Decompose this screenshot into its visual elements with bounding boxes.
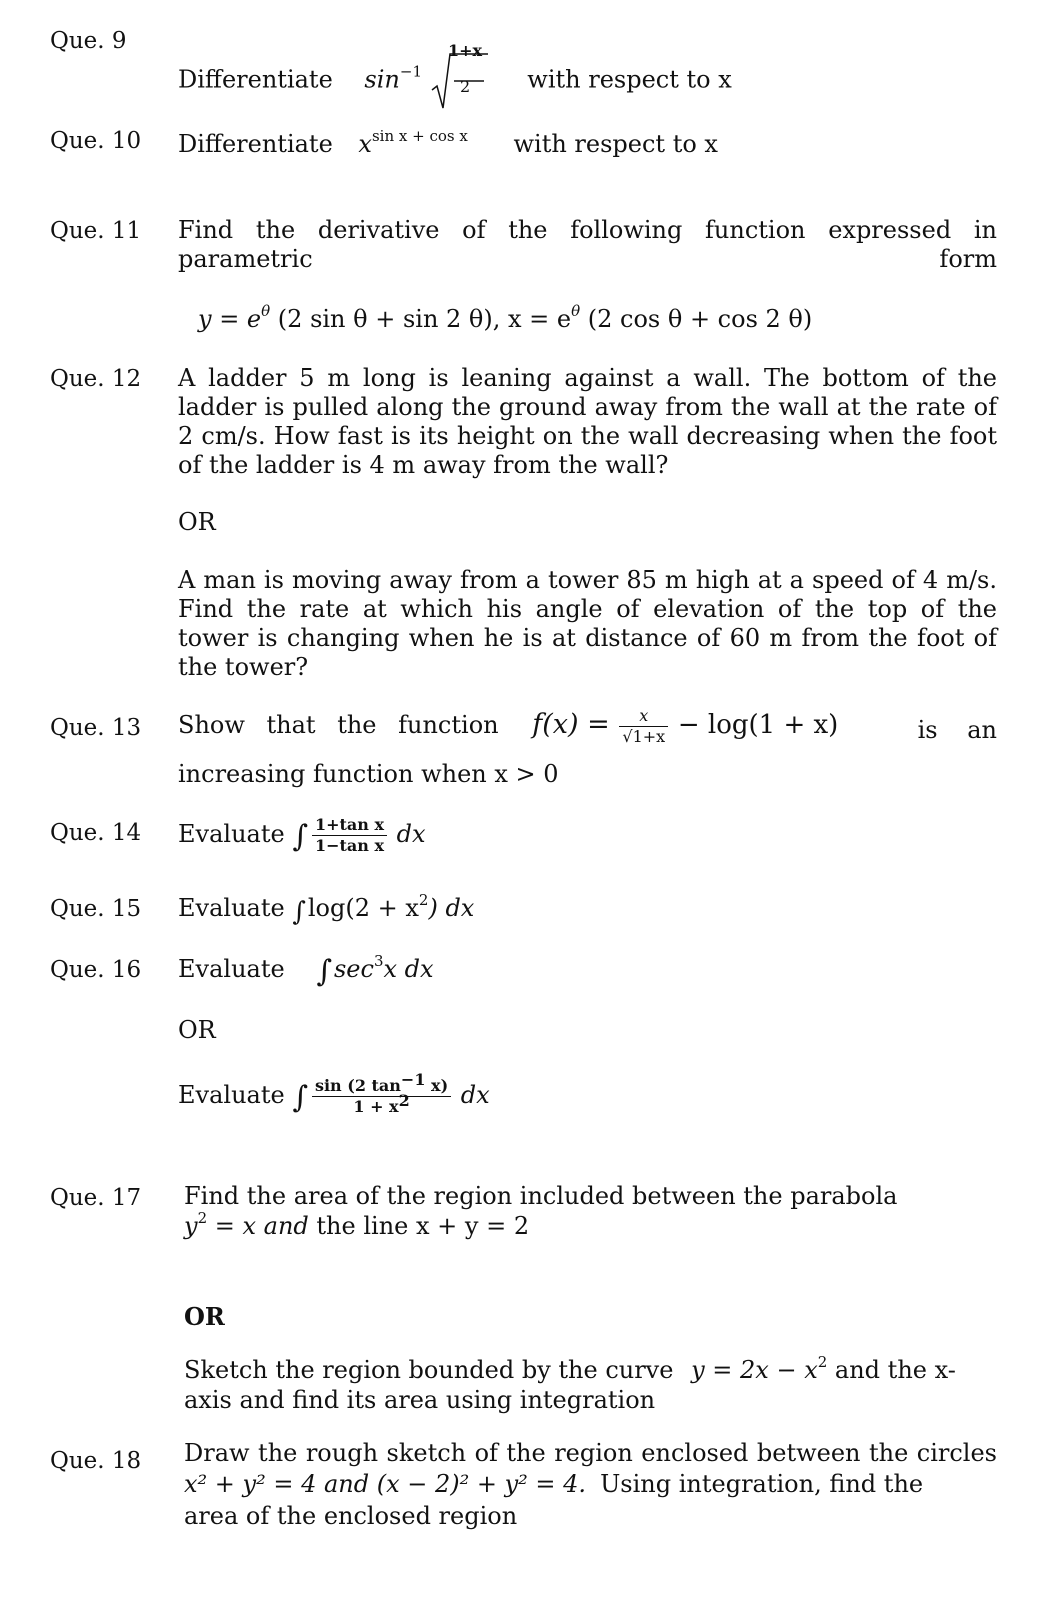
- integral-symbol: ∫: [316, 954, 332, 989]
- question-label-13: Que. 13: [50, 715, 142, 741]
- integral-symbol: ∫: [292, 897, 306, 927]
- den: 1−tan x: [314, 836, 385, 855]
- rest: − log(1 + x): [677, 710, 839, 740]
- numclose: x): [425, 1076, 449, 1095]
- question-18-line2: [184, 1470, 997, 1499]
- numsup: −1: [400, 1070, 426, 1089]
- tail: with respect to x: [513, 130, 718, 158]
- question-13-line2: increasing function when x > 0: [178, 760, 559, 788]
- sup: sin x + cos x: [371, 127, 468, 145]
- frac-num: 1+x: [448, 41, 483, 60]
- expr: sec: [333, 955, 374, 983]
- fraction: [312, 815, 387, 856]
- eq-a: (2 sin θ + sin 2 θ), x = e: [270, 305, 572, 333]
- question-12-text: A ladder 5 m long is leaning against a wall. The bottom of the ladder is pulled along the ground away from the wall at the rate of 2 cm/s. How fast is its height on the wall decreasing when the foot of the ladder is 4 m away from the wall?: [178, 364, 997, 479]
- sq: 2: [418, 891, 429, 909]
- question-18-text: Draw the rough sketch of the region enclosed between the circles: [184, 1439, 997, 1467]
- or-17: OR: [184, 1302, 225, 1331]
- lead: Evaluate: [178, 820, 285, 848]
- alt1: Sketch the region bounded by the curve: [184, 1356, 674, 1384]
- question-12-alt: A man is moving away from a tower 85 m high at a speed of 4 m/s. Find the rate at which his angle of elevation of the top of the tower is changing when he is at distance of 60 m from the foot of the tower?: [178, 566, 997, 681]
- question-13-line1: [178, 706, 997, 756]
- dx: dx: [460, 1081, 490, 1109]
- question-label-15: Que. 15: [50, 896, 142, 922]
- dx: dx: [396, 820, 426, 848]
- alt-sq: 2: [817, 1353, 828, 1371]
- sup: −1: [399, 62, 422, 81]
- question-18-line3: area of the enclosed region: [184, 1502, 518, 1530]
- question-label-16: Que. 16: [50, 957, 142, 983]
- tail: x dx: [383, 955, 434, 983]
- theta: θ: [571, 302, 581, 320]
- densup: 2: [398, 1091, 410, 1110]
- integral-symbol: ∫: [292, 1080, 308, 1115]
- question-label-18: Que. 18: [50, 1448, 142, 1474]
- alt2: and the x-: [827, 1356, 956, 1384]
- lead: Evaluate: [178, 894, 285, 922]
- l2c: the line x + y = 2: [308, 1212, 530, 1240]
- l2a: y: [184, 1212, 198, 1240]
- alt-eq: y = 2x − x: [691, 1356, 818, 1384]
- question-17-alt-line2: axis and find its area using integration: [184, 1386, 656, 1414]
- lead: Differentiate: [178, 65, 333, 94]
- fraction: [312, 1070, 451, 1117]
- question-label-11: Que. 11: [50, 218, 142, 244]
- question-label-12: Que. 12: [50, 366, 142, 392]
- question-16-alt: [178, 1070, 997, 1117]
- lead: Evaluate: [178, 1081, 285, 1109]
- num: x: [619, 706, 668, 727]
- question-15-body: [178, 891, 997, 927]
- l2b: = x and: [207, 1212, 309, 1240]
- or-12: OR: [178, 508, 216, 536]
- question-9-body: [178, 41, 997, 112]
- question-label-17: Que. 17: [50, 1185, 142, 1211]
- question-16-body: [178, 952, 997, 989]
- text2: Using integration, find the: [600, 1470, 924, 1498]
- question-14-body: [178, 815, 997, 856]
- or-16: OR: [178, 1016, 216, 1044]
- den: 1 + x: [353, 1097, 399, 1116]
- eq: y = e: [198, 305, 262, 333]
- lead: Differentiate: [178, 130, 333, 158]
- l2sq: 2: [197, 1209, 208, 1227]
- integral-symbol: ∫: [292, 819, 308, 854]
- question-10-body: [178, 127, 997, 159]
- tail: with respect to x: [527, 65, 732, 94]
- expr: log(2 + x: [307, 894, 419, 922]
- question-11-equation: [198, 304, 812, 334]
- lead: Show that the function: [178, 711, 499, 739]
- question-label-9: Que. 9: [50, 28, 127, 54]
- den: √1+x: [622, 727, 666, 746]
- theta: θ: [261, 302, 271, 320]
- eq-b: (2 cos θ + cos 2 θ): [580, 305, 813, 333]
- question-11-text: Find the derivative of the following function expressed in parametric form: [178, 216, 997, 273]
- close: ) dx: [428, 894, 475, 922]
- is-an: is an: [917, 716, 997, 744]
- cube: 3: [373, 952, 384, 970]
- fraction: [619, 706, 668, 747]
- num: sin (2 tan: [314, 1076, 401, 1095]
- question-17-text: Find the area of the region included between the parabola: [184, 1182, 898, 1210]
- lead: Evaluate: [178, 955, 285, 983]
- num: 1+tan x: [312, 815, 387, 836]
- fn: sin: [364, 65, 400, 94]
- eq: x² + y² = 4 and (x − 2)² + y² = 4.: [184, 1470, 587, 1498]
- question-label-14: Que. 14: [50, 820, 142, 846]
- fx: f(x) =: [532, 709, 610, 740]
- question-17-line2: [184, 1209, 997, 1241]
- question-17-alt: [184, 1353, 997, 1385]
- base: x: [358, 130, 372, 158]
- question-label-10: Que. 10: [50, 128, 142, 154]
- frac-den: 2: [460, 77, 471, 96]
